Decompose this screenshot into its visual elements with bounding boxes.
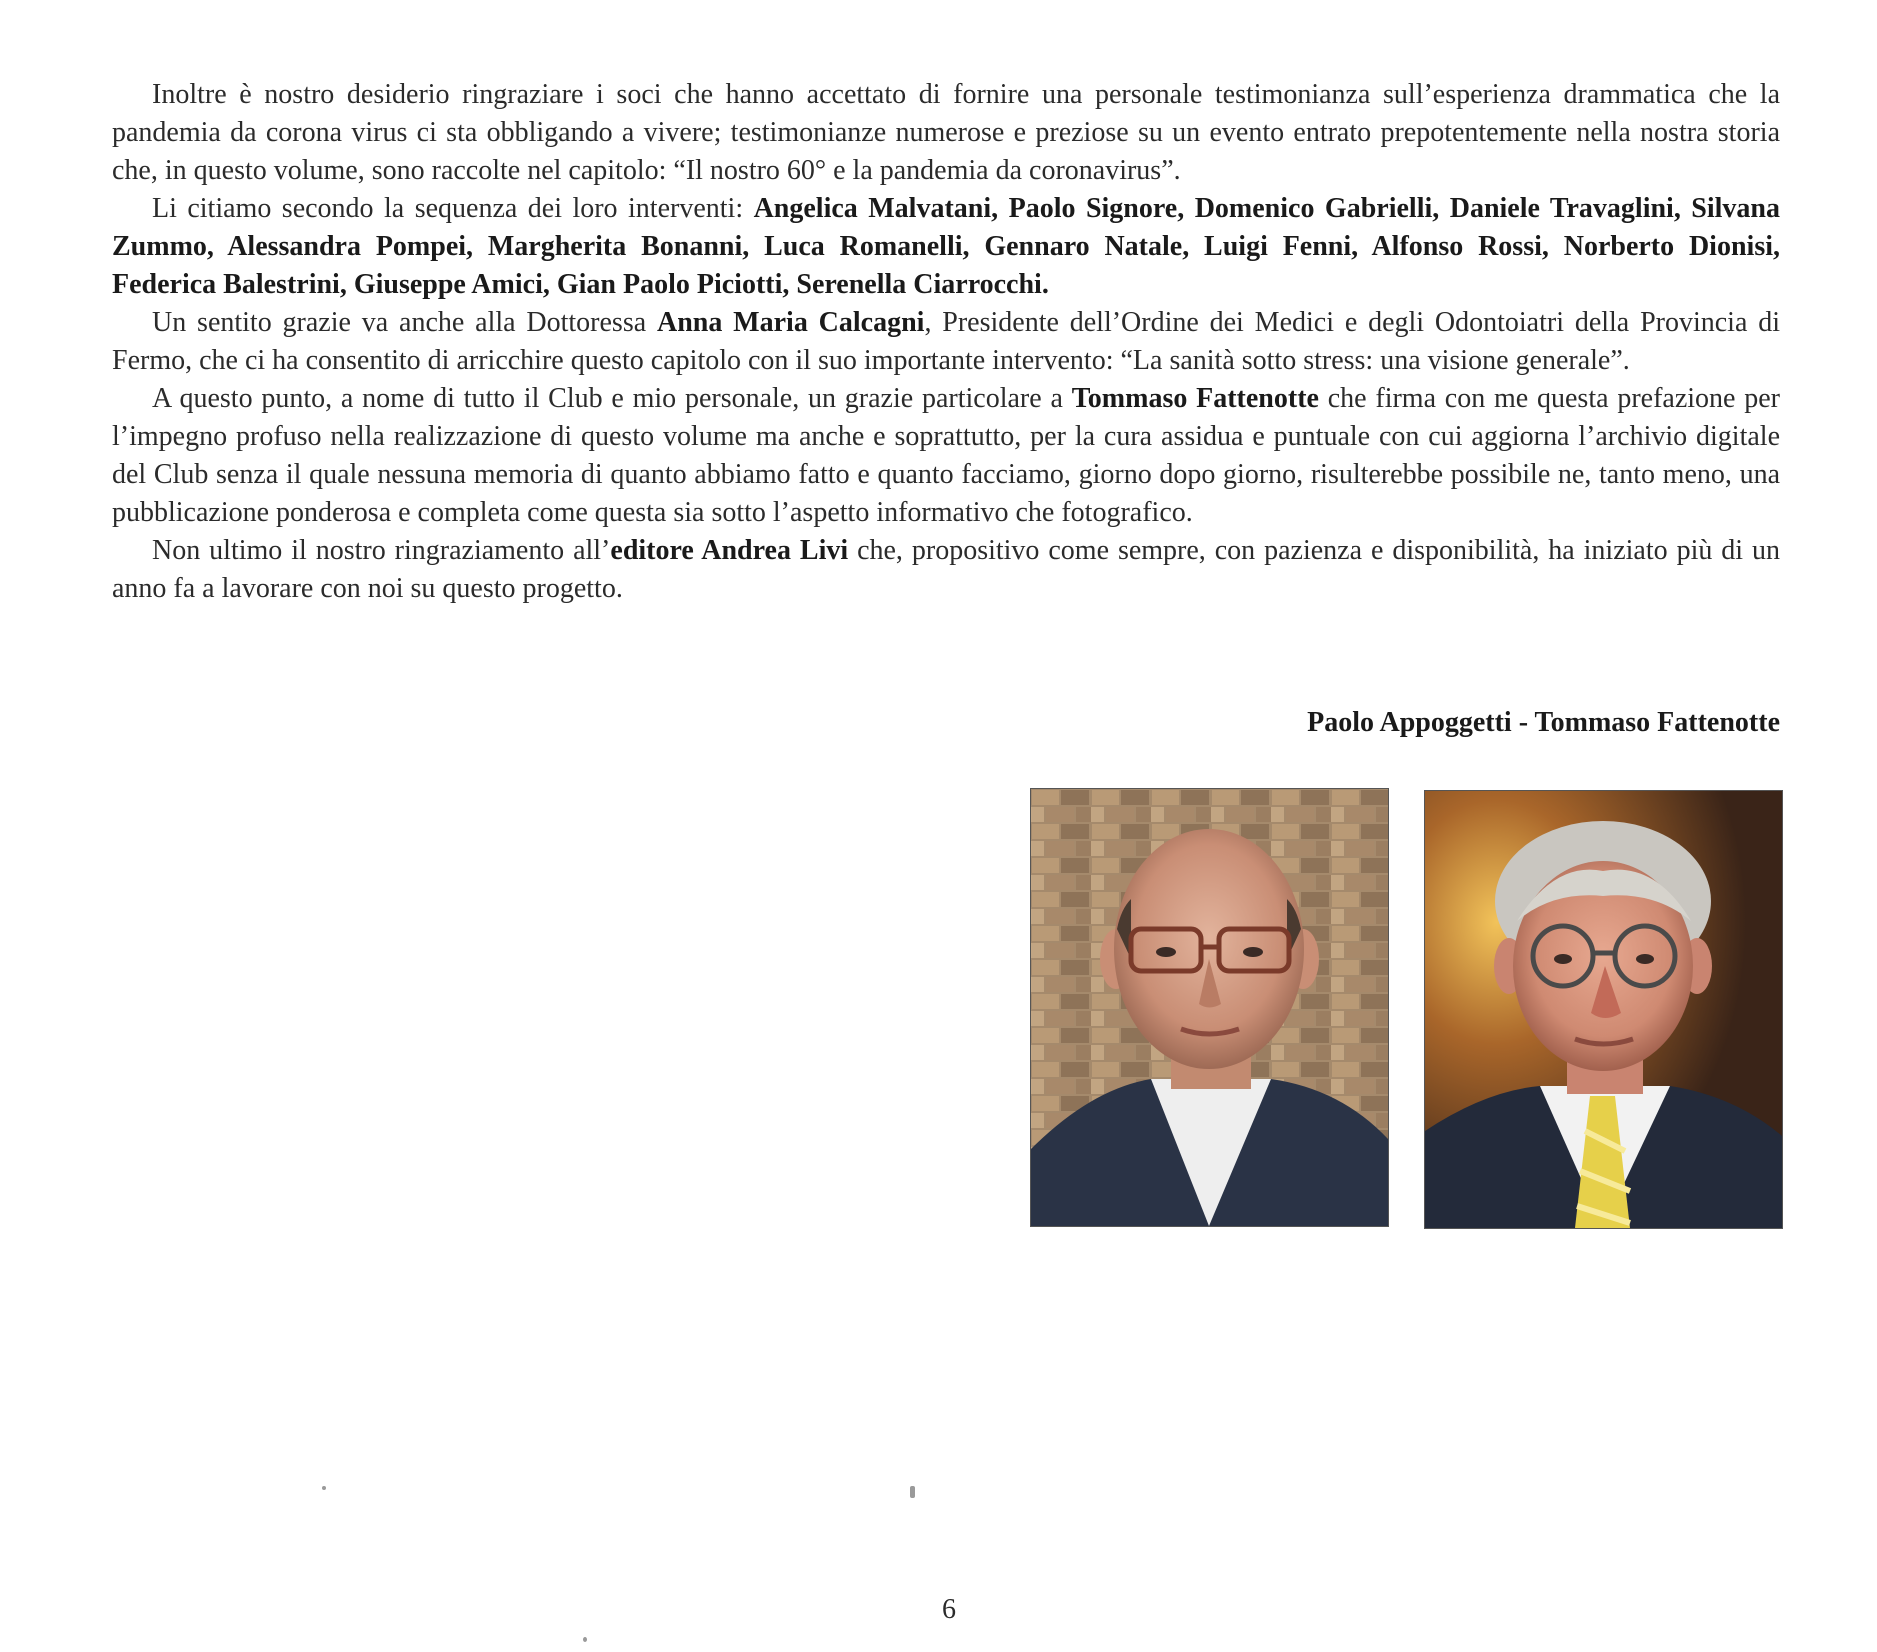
paragraph-2-intro: Li citiamo secondo la sequenza dei loro interventi: bbox=[152, 193, 754, 224]
body-text bbox=[112, 76, 1780, 608]
paragraph-5-rest: che, propositivo come sempre, con pazienza e disponibilità, ha iniziato più di un anno fa a lavorare con noi su questo progetto. bbox=[112, 535, 1781, 604]
contributors-list: Angelica Malvatani, Paolo Signore, Domenico Gabrielli, Daniele Travaglini, Silvana Zummo, Alessandra Pompei, Margherita Bonanni, Luca Romanelli, Gennaro Natale, Luigi Fenni, Alfonso Rossi, Norberto Dionisi, Federica Balestrini, Giuseppe Amici, Gian Paolo Piciotti, Serenella Ciarrocchi. bbox=[112, 193, 1780, 300]
name-editore-andrea-livi: editore Andrea Livi bbox=[610, 535, 849, 566]
portrait-right-image bbox=[1425, 791, 1782, 1228]
paragraph-5 bbox=[112, 532, 1780, 608]
paragraph-1-text: Inoltre è nostro desiderio ringraziare i soci che hanno accettato di fornire una personale testimonianza sull’esperienza drammatica che la pandemia da corona virus ci sta obbligando a vivere; testimonianze numerose e preziose su un evento entrato prepotentemente nella nostra storia che, in questo volume, sono raccolte nel capitolo: “Il nostro 60° e la pandemia da coronavirus”. bbox=[112, 79, 1780, 186]
signature: Paolo Appoggetti - Tommaso Fattenotte bbox=[1307, 707, 1780, 738]
paragraph-4-rest: che firma con me questa prefazione per l’impegno profuso nella realizzazione di questo volume ma anche e soprattutto, per la cura assidua e puntuale con cui aggiorna l’archivio digitale del Club senza il quale nessuna memoria di quanto abbiamo fatto e quanto facciamo, giorno dopo giorno, risulterebbe possibile ne, tanto meno, una pubblicazione ponderosa e completa come questa sia sotto l’aspetto informativo che fotografico. bbox=[112, 383, 1781, 528]
paragraph-2 bbox=[112, 190, 1780, 304]
paragraph-4-intro: A questo punto, a nome di tutto il Club e mio personale, un grazie particolare a bbox=[152, 383, 1072, 414]
scan-speck bbox=[322, 1486, 326, 1490]
paragraph-3-intro: Un sentito grazie va anche alla Dottoressa bbox=[152, 307, 657, 338]
page-number: 6 bbox=[942, 1594, 956, 1625]
name-tommaso-fattenotte: Tommaso Fattenotte bbox=[1071, 383, 1319, 414]
paragraph-3-rest: , Presidente dell’Ordine dei Medici e degli Odontoiatri della Provincia di Fermo, che ci ha consentito di arricchire questo capitolo con il suo importante intervento: “La sanità sotto stress: una visione generale”. bbox=[112, 307, 1780, 376]
scan-speck bbox=[583, 1637, 587, 1642]
portrait-photo-right bbox=[1424, 790, 1783, 1229]
paragraph-4 bbox=[112, 380, 1780, 532]
paragraph-5-intro: Non ultimo il nostro ringraziamento all’ bbox=[152, 535, 611, 566]
scan-speck bbox=[910, 1486, 915, 1498]
portrait-photo-left bbox=[1030, 788, 1389, 1227]
paragraph-3 bbox=[112, 304, 1780, 380]
paragraph-1 bbox=[112, 76, 1780, 190]
name-anna-maria-calcagni: Anna Maria Calcagni bbox=[656, 307, 925, 338]
portrait-left-image bbox=[1031, 789, 1388, 1226]
